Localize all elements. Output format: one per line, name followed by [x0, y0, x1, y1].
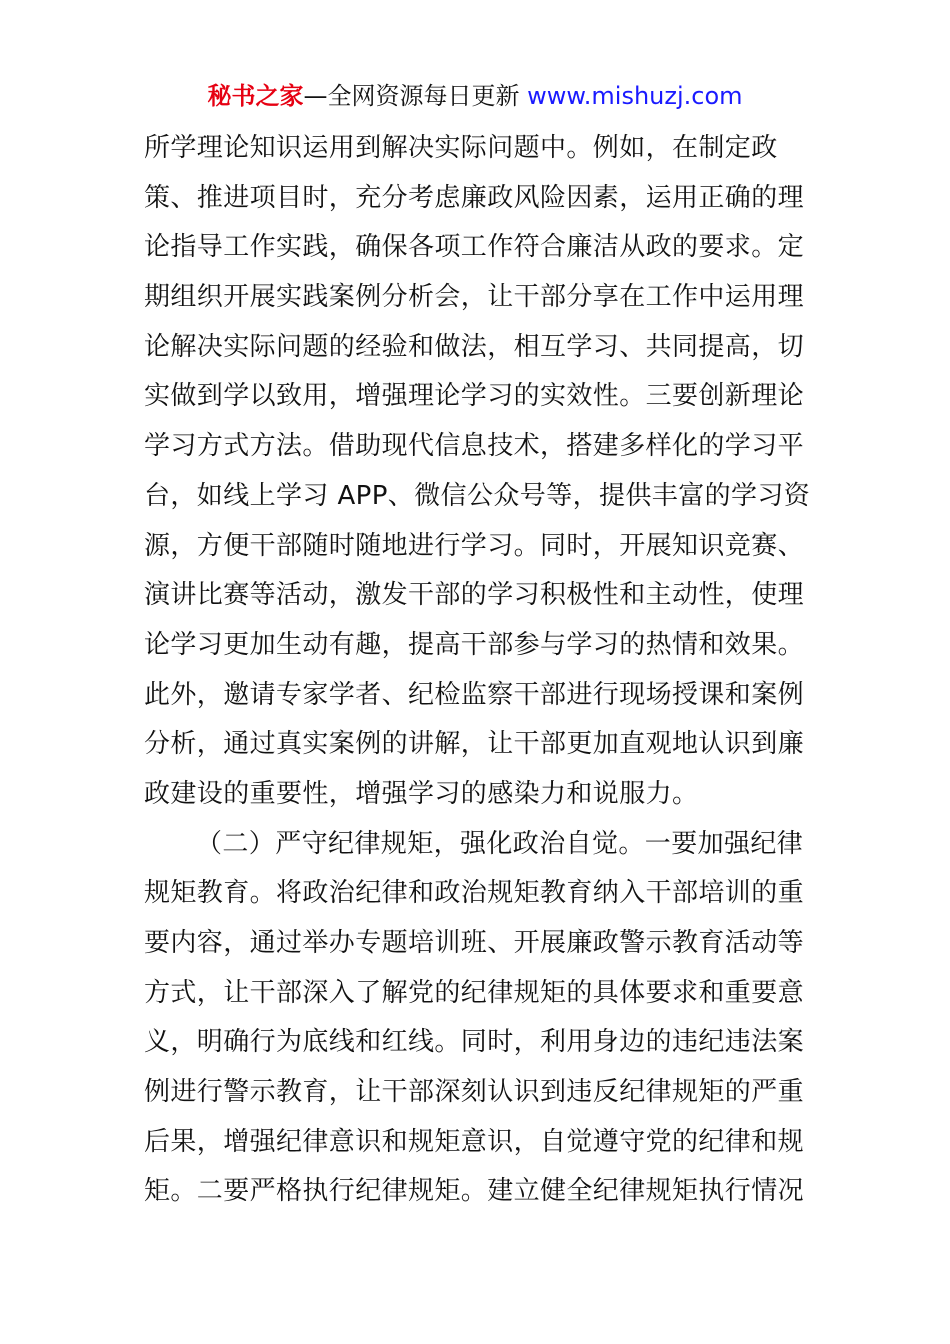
text-line: 论学习更加生动有趣，提高干部参与学习的热情和效果。 [144, 629, 805, 660]
text-line: 政建设的重要性，增强学习的感染力和说服力。 [144, 778, 699, 809]
text-line: 所学理论知识运用到解决实际问题中。例如，在制定政 [144, 133, 778, 163]
text-line: 例进行警示教育，让干部深刻认识到违反纪律规矩的严重 [144, 1077, 805, 1108]
text-line: 方式，让干部深入了解党的纪律规矩的具体要求和重要意 [144, 977, 805, 1008]
text-line: 源，方便干部随时随地进行学习。同时，开展知识竞赛、 [144, 530, 805, 561]
text-line: 义，明确行为底线和红线。同时，利用身边的违纪违法案 [144, 1027, 805, 1058]
site-url-link[interactable]: www.mishuzj.com [527, 82, 743, 110]
text-line: 策、推进项目时，充分考虑廉政风险因素，运用正确的理 [144, 182, 805, 213]
text-line: 规矩教育。将政治纪律和政治规矩教育纳入干部培训的重 [144, 878, 805, 909]
text-line: 要内容，通过举办专题培训班、开展廉政警示教育活动等 [144, 928, 805, 958]
text-line: 台，如线上学习 APP、微信公众号等，提供丰富的学习资 [144, 480, 811, 511]
document-body [144, 124, 809, 1217]
section-heading-line: （二）严守纪律规矩，强化政治自觉。一要加强纪律 [196, 828, 804, 859]
site-tagline: —全网资源每日更新 [303, 82, 528, 110]
text-line: 此外，邀请专家学者、纪检监察干部进行现场授课和案例 [144, 679, 805, 710]
site-header [0, 80, 950, 112]
site-brand: 秘书之家 [207, 82, 304, 110]
text-line: 矩。二要严格执行纪律规矩。建立健全纪律规矩执行情况 [144, 1176, 805, 1207]
text-line: 期组织开展实践案例分析会，让干部分享在工作中运用理 [144, 282, 805, 313]
text-line: 论解决实际问题的经验和做法，相互学习、共同提高，切 [144, 331, 805, 362]
text-line: 分析，通过真实案例的讲解，让干部更加直观地认识到廉 [144, 729, 805, 760]
text-line: 演讲比赛等活动，激发干部的学习积极性和主动性，使理 [144, 580, 805, 611]
text-line: 实做到学以致用，增强理论学习的实效性。三要创新理论 [144, 381, 805, 412]
text-line: 后果，增强纪律意识和规矩意识，自觉遵守党的纪律和规 [144, 1126, 805, 1157]
text-line: 学习方式方法。借助现代信息技术，搭建多样化的学习平 [144, 431, 805, 462]
text-line: 论指导工作实践，确保各项工作符合廉洁从政的要求。定 [144, 232, 805, 263]
